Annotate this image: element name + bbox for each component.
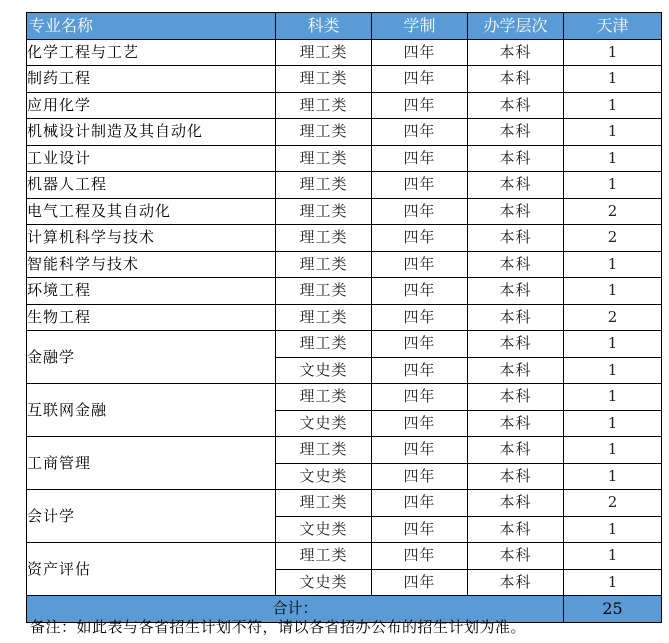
duration-cell: 四年	[372, 516, 468, 543]
category-cell: 理工类	[276, 39, 372, 66]
duration-cell: 四年	[372, 66, 468, 93]
level-cell: 本科	[468, 490, 564, 517]
major-name-cell: 智能科学与技术	[27, 251, 276, 278]
footnote: 备注：如此表与各省招生计划不符，请以各省招办公布的招生计划为准。	[30, 618, 527, 636]
tianjin-count-cell: 1	[564, 92, 662, 119]
duration-cell: 四年	[372, 198, 468, 225]
category-cell: 理工类	[276, 92, 372, 119]
level-cell: 本科	[468, 331, 564, 358]
category-cell: 理工类	[276, 490, 372, 517]
header-tianjin: 天津	[564, 13, 662, 40]
level-cell: 本科	[468, 543, 564, 570]
major-name-cell: 会计学	[27, 490, 276, 543]
duration-cell: 四年	[372, 357, 468, 384]
category-cell: 理工类	[276, 384, 372, 411]
level-cell: 本科	[468, 225, 564, 252]
category-cell: 文史类	[276, 516, 372, 543]
category-cell: 理工类	[276, 251, 372, 278]
duration-cell: 四年	[372, 304, 468, 331]
table-row	[27, 119, 662, 146]
category-cell: 理工类	[276, 278, 372, 305]
table-header-row	[27, 13, 662, 40]
major-name-cell: 资产评估	[27, 543, 276, 596]
level-cell: 本科	[468, 66, 564, 93]
header-major-name: 专业名称	[27, 13, 276, 40]
table-row	[27, 145, 662, 172]
tianjin-count-cell: 1	[564, 251, 662, 278]
tianjin-count-cell: 1	[564, 516, 662, 543]
level-cell: 本科	[468, 437, 564, 464]
level-cell: 本科	[468, 463, 564, 490]
major-name-cell: 生物工程	[27, 304, 276, 331]
duration-cell: 四年	[372, 39, 468, 66]
duration-cell: 四年	[372, 92, 468, 119]
major-name-cell: 制药工程	[27, 66, 276, 93]
tianjin-count-cell: 2	[564, 225, 662, 252]
category-cell: 文史类	[276, 569, 372, 596]
tianjin-count-cell: 1	[564, 172, 662, 199]
level-cell: 本科	[468, 569, 564, 596]
duration-cell: 四年	[372, 569, 468, 596]
duration-cell: 四年	[372, 225, 468, 252]
major-name-cell: 金融学	[27, 331, 276, 384]
table-row	[27, 92, 662, 119]
level-cell: 本科	[468, 384, 564, 411]
level-cell: 本科	[468, 357, 564, 384]
tianjin-count-cell: 1	[564, 463, 662, 490]
category-cell: 理工类	[276, 304, 372, 331]
tianjin-count-cell: 1	[564, 331, 662, 358]
major-name-cell: 机器人工程	[27, 172, 276, 199]
table-row	[27, 304, 662, 331]
category-cell: 理工类	[276, 66, 372, 93]
duration-cell: 四年	[372, 278, 468, 305]
level-cell: 本科	[468, 119, 564, 146]
category-cell: 文史类	[276, 463, 372, 490]
category-cell: 理工类	[276, 198, 372, 225]
major-name-cell: 环境工程	[27, 278, 276, 305]
tianjin-count-cell: 1	[564, 119, 662, 146]
level-cell: 本科	[468, 92, 564, 119]
duration-cell: 四年	[372, 251, 468, 278]
table-row	[27, 225, 662, 252]
table-row	[27, 543, 662, 570]
category-cell: 理工类	[276, 543, 372, 570]
table-row	[27, 278, 662, 305]
level-cell: 本科	[468, 304, 564, 331]
duration-cell: 四年	[372, 543, 468, 570]
category-cell: 理工类	[276, 331, 372, 358]
major-name-cell: 工业设计	[27, 145, 276, 172]
header-category: 科类	[276, 13, 372, 40]
tianjin-count-cell: 1	[564, 437, 662, 464]
table-row	[27, 331, 662, 358]
duration-cell: 四年	[372, 463, 468, 490]
major-name-cell: 互联网金融	[27, 384, 276, 437]
category-cell: 理工类	[276, 225, 372, 252]
tianjin-count-cell: 1	[564, 410, 662, 437]
level-cell: 本科	[468, 39, 564, 66]
category-cell: 理工类	[276, 172, 372, 199]
enrollment-plan-table	[26, 12, 662, 623]
level-cell: 本科	[468, 145, 564, 172]
level-cell: 本科	[468, 251, 564, 278]
header-duration: 学制	[372, 13, 468, 40]
table-row	[27, 251, 662, 278]
major-name-cell: 电气工程及其自动化	[27, 198, 276, 225]
table-row	[27, 172, 662, 199]
total-label: 合计：	[27, 596, 564, 623]
major-name-cell: 应用化学	[27, 92, 276, 119]
tianjin-count-cell: 1	[564, 278, 662, 305]
tianjin-count-cell: 1	[564, 543, 662, 570]
duration-cell: 四年	[372, 410, 468, 437]
major-name-cell: 计算机科学与技术	[27, 225, 276, 252]
tianjin-count-cell: 1	[564, 66, 662, 93]
tianjin-count-cell: 1	[564, 357, 662, 384]
level-cell: 本科	[468, 278, 564, 305]
tianjin-count-cell: 2	[564, 304, 662, 331]
category-cell: 文史类	[276, 410, 372, 437]
category-cell: 理工类	[276, 119, 372, 146]
category-cell: 理工类	[276, 437, 372, 464]
table-row	[27, 39, 662, 66]
level-cell: 本科	[468, 172, 564, 199]
duration-cell: 四年	[372, 145, 468, 172]
duration-cell: 四年	[372, 331, 468, 358]
table-row	[27, 437, 662, 464]
table-row	[27, 198, 662, 225]
duration-cell: 四年	[372, 384, 468, 411]
duration-cell: 四年	[372, 172, 468, 199]
header-level: 办学层次	[468, 13, 564, 40]
level-cell: 本科	[468, 410, 564, 437]
tianjin-count-cell: 1	[564, 384, 662, 411]
duration-cell: 四年	[372, 490, 468, 517]
tianjin-count-cell: 1	[564, 145, 662, 172]
major-name-cell: 工商管理	[27, 437, 276, 490]
table-row	[27, 384, 662, 411]
level-cell: 本科	[468, 198, 564, 225]
table-row	[27, 66, 662, 93]
table-row	[27, 490, 662, 517]
tianjin-count-cell: 2	[564, 490, 662, 517]
duration-cell: 四年	[372, 437, 468, 464]
tianjin-count-cell: 1	[564, 569, 662, 596]
category-cell: 文史类	[276, 357, 372, 384]
tianjin-count-cell: 1	[564, 39, 662, 66]
total-value: 25	[564, 596, 662, 623]
level-cell: 本科	[468, 516, 564, 543]
major-name-cell: 机械设计制造及其自动化	[27, 119, 276, 146]
major-name-cell: 化学工程与工艺	[27, 39, 276, 66]
tianjin-count-cell: 2	[564, 198, 662, 225]
duration-cell: 四年	[372, 119, 468, 146]
category-cell: 理工类	[276, 145, 372, 172]
